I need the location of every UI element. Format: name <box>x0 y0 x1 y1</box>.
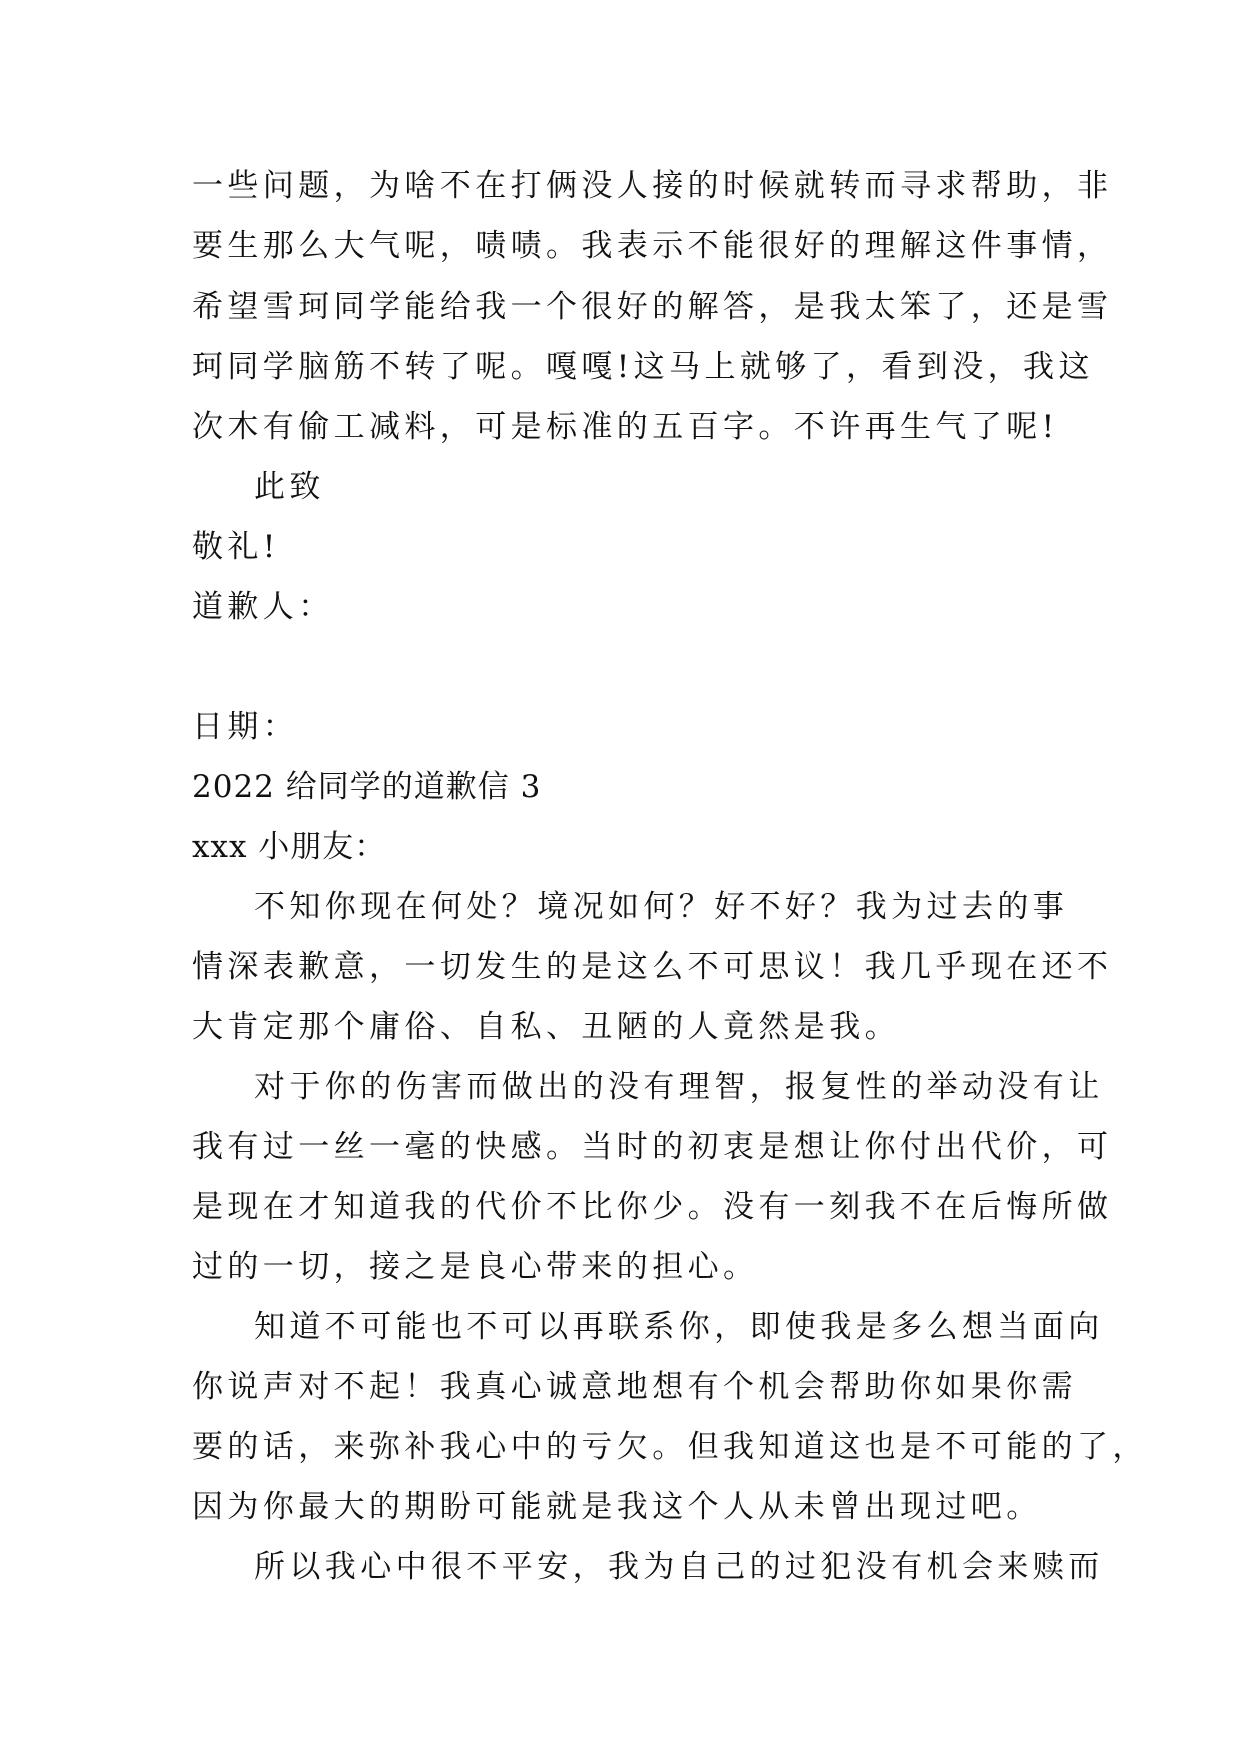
text-line: 所以我心中很不平安，我为自己的过犯没有机会来赎而 <box>254 1549 1104 1585</box>
text-line: 对于你的伤害而做出的没有理智，报复性的举动没有让 <box>254 1069 1104 1105</box>
text-line: 一些问题，为啥不在打俩没人接的时候就转而寻求帮助，非 <box>192 168 1113 204</box>
text-line: 要生那么大气呢，啧啧。我表示不能很好的理解这件事情， <box>192 228 1113 264</box>
text-line: 要的话，来弥补我心中的亏欠。但我知道这也是不可能的了， <box>192 1429 1148 1465</box>
text-line: 你说声对不起！我真心诚意地想有个机会帮助你如果你需 <box>192 1369 1077 1405</box>
date-label: 日期： <box>192 709 299 745</box>
text-line: 知道不可能也不可以再联系你，即使我是多么想当面向 <box>254 1309 1104 1345</box>
greeting: xxx 小朋友： <box>192 829 387 865</box>
text-line: 希望雪珂同学能给我一个很好的解答，是我太笨了，还是雪 <box>192 289 1113 325</box>
salutation-closing: 敬礼! <box>192 529 280 565</box>
text-line: 不知你现在何处？境况如何？好不好？我为过去的事 <box>254 889 1069 925</box>
text-line: 情深表歉意，一切发生的是这么不可思议！我几乎现在还不 <box>192 949 1113 985</box>
text-line: 大肯定那个庸俗、自私、丑陋的人竟然是我。 <box>192 1009 900 1045</box>
text-line: 我有过一丝一毫的快感。当时的初衷是想让你付出代价，可 <box>192 1129 1113 1165</box>
section-title: 2022 给同学的道歉信 3 <box>192 769 542 805</box>
text-line: 次木有偷工减料，可是标准的五百字。不许再生气了呢! <box>192 409 1059 445</box>
text-line: 是现在才知道我的代价不比你少。没有一刻我不在后悔所做 <box>192 1189 1113 1225</box>
text-line: 因为你最大的期盼可能就是我这个人从未曾出现过吧。 <box>192 1489 1042 1525</box>
signature-label: 道歉人： <box>192 589 334 625</box>
text-line: 珂同学脑筋不转了呢。嘎嘎!这马上就够了，看到没，我这 <box>192 349 1094 385</box>
closing-phrase: 此致 <box>254 469 325 505</box>
text-line: 过的一切，接之是良心带来的担心。 <box>192 1249 759 1285</box>
